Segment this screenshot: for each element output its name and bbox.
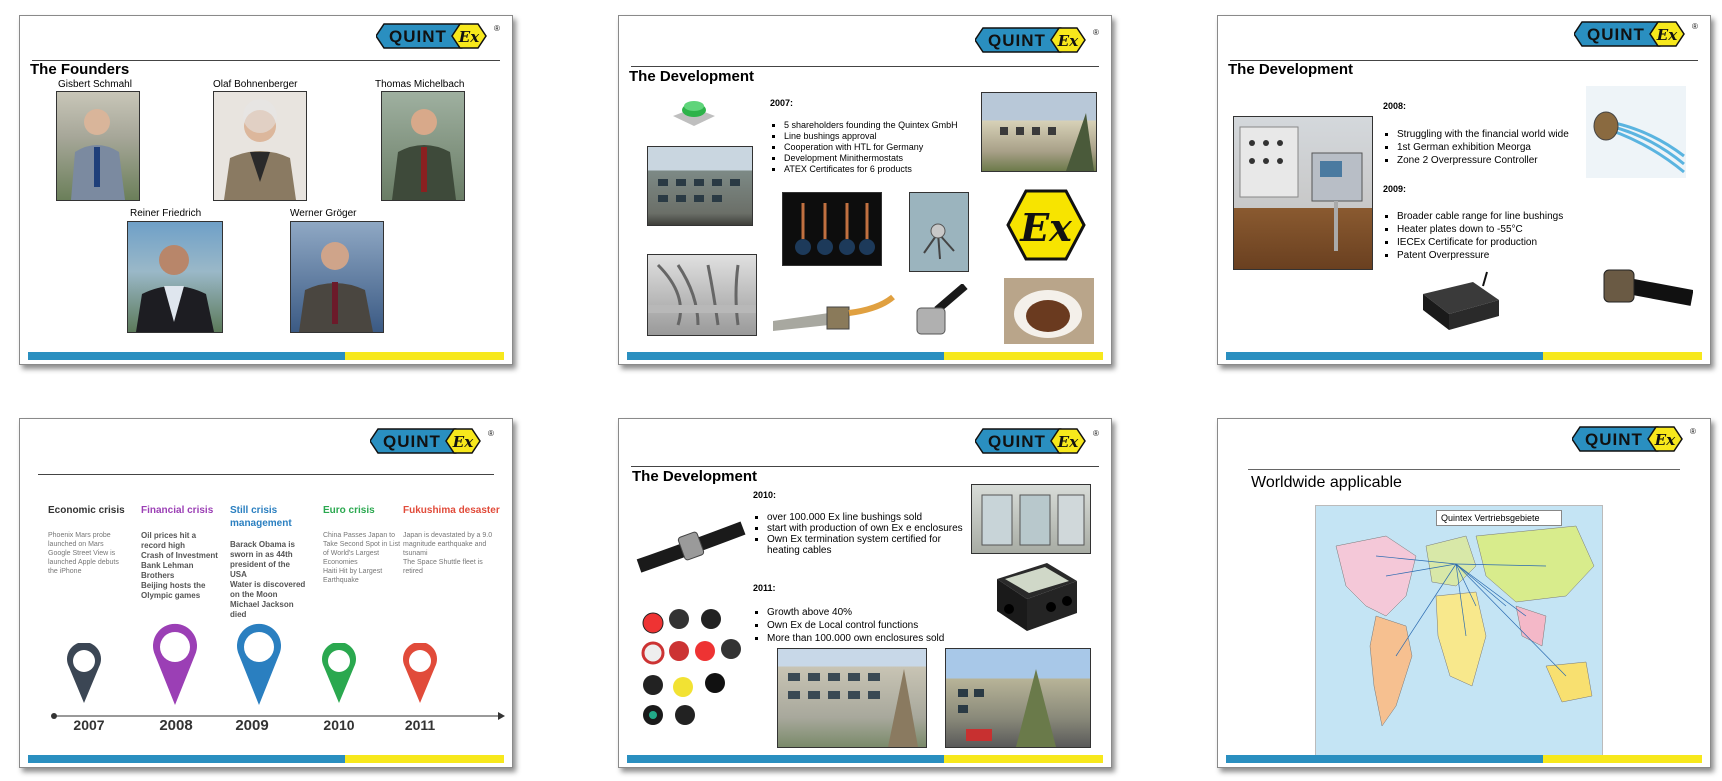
slide-title: The Development	[629, 68, 755, 85]
slide-development-2008-2009[interactable]	[1217, 15, 1711, 365]
timeline-year: 2008	[159, 717, 193, 734]
founder-name: Gisbert Schmahl	[58, 79, 132, 90]
control-buttons-image	[639, 609, 749, 729]
year-label: 2010:	[753, 490, 777, 500]
bullet-item: ▪ over 100.000 Ex line bushings sold	[767, 512, 963, 523]
bullet-item: ▪ Line bushings approval	[784, 131, 980, 142]
bullet-list	[753, 512, 963, 556]
slide-timeline[interactable]	[19, 418, 513, 768]
timeline-heading: Still crisis management	[230, 505, 292, 529]
slide-footer-bar	[28, 352, 504, 360]
svg-text:®: ®	[1690, 427, 1696, 436]
slide-footer-bar	[1226, 352, 1702, 360]
bullet-item: ▪ start with production of own Ex e enclosures	[767, 523, 963, 534]
overpressure-controller-image	[1413, 268, 1503, 338]
quintex-logo	[370, 427, 494, 455]
timeline-pin-icon	[64, 643, 104, 710]
map-legend-label: Quintex Vertriebsgebiete	[1436, 510, 1562, 526]
timeline-heading: Fukushima desaster	[403, 505, 500, 516]
svg-text:QUINT: QUINT	[1587, 25, 1645, 44]
bullet-item: ▪ Struggling with the financial world wide	[1397, 128, 1598, 141]
cable-bushing-image	[1580, 86, 1690, 178]
title-rule	[38, 474, 494, 475]
timeline-column	[48, 504, 126, 576]
quintex-logo	[376, 22, 500, 50]
timeline-heading: Euro crisis	[323, 505, 375, 516]
bullet-item: ▪ Cooperation with HTL for Germany	[784, 142, 980, 153]
stop-button-image	[669, 92, 719, 130]
bullet-item: ▪ Development Minithermostats	[784, 153, 980, 164]
svg-text:Ex: Ex	[1020, 205, 1072, 250]
slide-development-2010-2011[interactable]	[618, 418, 1112, 768]
slide-footer-bar	[627, 755, 1103, 763]
timeline-column	[141, 504, 219, 601]
founder-photo	[381, 91, 465, 201]
founder-name: Werner Gröger	[290, 208, 357, 219]
slide-title: Worldwide applicable	[1251, 474, 1402, 491]
timeline-body: Oil prices hit a record high Crash of Investment Bank Lehman Brothers Beijing hosts the Olympic games	[141, 531, 218, 600]
line-bushing-image	[1598, 258, 1693, 318]
quintex-logo	[975, 26, 1099, 54]
slide-footer-bar	[28, 755, 504, 763]
bullet-item: ▪ More than 100.000 own enclosures sold	[767, 632, 983, 645]
timeline-column	[323, 504, 401, 585]
bullet-list	[1383, 210, 1598, 262]
building-photo	[777, 648, 927, 748]
timeline-year: 2007	[73, 717, 105, 733]
timeline-heading: Economic crisis	[48, 505, 125, 516]
timeline-year: 2009	[235, 717, 269, 734]
svg-text:®: ®	[488, 429, 494, 438]
cable-gland-image	[769, 291, 899, 341]
bullet-item: ▪ Zone 2 Overpressure Controller	[1397, 154, 1598, 167]
parking-photo	[945, 648, 1091, 748]
quintex-logo	[1572, 425, 1696, 453]
bullet-item: ▪ Patent Overpressure	[1397, 249, 1598, 262]
bullet-item: ▪ 5 shareholders founding the Quintex GmbH	[784, 120, 980, 131]
slide-footer-bar	[1226, 755, 1702, 763]
founder-name: Reiner Friedrich	[130, 208, 202, 219]
timeline-body: Barack Obama is sworn in as 44th president of the USA Water is discovered on the Moon Michael Jackson died	[230, 540, 306, 619]
house-photo	[981, 92, 1097, 172]
bullet-item: ▪ Heater plates down to -55°C	[1397, 223, 1598, 236]
year-label: 2011:	[753, 583, 776, 593]
svg-text:Ex: Ex	[1057, 433, 1079, 451]
slide-footer-bar	[627, 352, 1103, 360]
line-bushings-photo	[782, 192, 882, 266]
timeline-pin-icon	[150, 623, 200, 712]
timeline-body: Phoenix Mars probe launched on Mars Google Street View is launched Apple debuts the iPhone	[48, 532, 119, 575]
junction-box-image	[991, 559, 1081, 637]
bullet-item: ▪ IECEx Certificate for production	[1397, 236, 1598, 249]
quintex-logo	[1574, 20, 1698, 48]
founder-name: Thomas Michelbach	[375, 79, 465, 90]
timeline-body: China Passes Japan to Take Second Spot in List of World's Largest Economies Haiti Hit by Largest Earthquake	[323, 532, 401, 584]
svg-text:Ex: Ex	[458, 28, 480, 46]
slide-title: The Development	[632, 468, 758, 485]
svg-text:QUINT: QUINT	[389, 27, 447, 46]
bullet-item: ▪ ATEX Certificates for 6 products	[784, 164, 980, 175]
timeline-pin-icon	[400, 643, 440, 710]
svg-text:QUINT: QUINT	[988, 432, 1046, 451]
founder-photo	[127, 221, 223, 333]
atex-ex-icon	[1006, 189, 1086, 261]
title-rule	[631, 466, 1099, 467]
timeline-year: 2010	[323, 717, 355, 733]
building-photo	[647, 146, 753, 226]
svg-text:®: ®	[494, 24, 500, 33]
exhibition-photo	[1233, 116, 1373, 270]
founder-photo	[290, 221, 384, 333]
bullet-item: ▪ Broader cable range for line bushings	[1397, 210, 1598, 223]
bullet-item: ▪ Own Ex termination system certified for heating cables	[767, 534, 963, 556]
timeline-heading: Financial crisis	[141, 505, 214, 516]
cable-bushing-image	[635, 504, 747, 576]
bullet-item: ▪ Growth above 40%	[767, 606, 983, 619]
cable-connector-image	[907, 284, 969, 342]
svg-text:QUINT: QUINT	[383, 432, 441, 451]
year-label: 2007:	[770, 98, 794, 108]
slide-worldwide[interactable]	[1217, 418, 1711, 768]
svg-text:®: ®	[1692, 22, 1698, 31]
svg-text:®: ®	[1093, 429, 1099, 438]
svg-text:®: ®	[1093, 28, 1099, 37]
svg-text:Ex: Ex	[1654, 431, 1676, 449]
svg-text:Ex: Ex	[452, 433, 474, 451]
office-photo	[971, 484, 1091, 554]
heater-plate-photo	[1004, 278, 1094, 344]
bullet-list	[1383, 128, 1598, 167]
timeline-body: Japan is devastated by a 9.0 magnitude earthquake and tsunami The Space Shuttle fleet is retired	[403, 532, 493, 575]
cable-glands-photo	[647, 254, 757, 336]
quintex-logo	[975, 427, 1099, 455]
world-map	[1315, 505, 1603, 757]
timeline-column	[230, 504, 308, 620]
svg-text:Ex: Ex	[1656, 26, 1678, 44]
slide-founders[interactable]	[19, 15, 513, 365]
bullet-item: ▪ 1st German exhibition Meorga	[1397, 141, 1598, 154]
bullet-item: ▪ Own Ex de Local control functions	[767, 619, 983, 632]
title-rule	[631, 66, 1099, 67]
title-rule	[1248, 469, 1680, 470]
slide-title: The Development	[1228, 61, 1354, 78]
founder-name: Olaf Bohnenberger	[213, 79, 298, 90]
slide-development-2007[interactable]	[618, 15, 1112, 365]
svg-text:Ex: Ex	[1057, 32, 1079, 50]
svg-text:QUINT: QUINT	[1585, 430, 1643, 449]
thermostat-photo	[909, 192, 969, 272]
year-label: 2009:	[1383, 184, 1407, 194]
timeline-pin-icon	[234, 623, 284, 712]
bullet-list	[753, 606, 983, 645]
founder-photo	[213, 91, 307, 201]
timeline-column	[403, 504, 503, 576]
timeline-pin-icon	[319, 643, 359, 710]
year-label: 2008:	[1383, 101, 1407, 111]
founder-photo	[56, 91, 140, 201]
slide-title: The Founders	[30, 61, 130, 78]
bullet-list	[770, 120, 980, 175]
timeline-year: 2011	[404, 717, 436, 733]
svg-text:QUINT: QUINT	[988, 31, 1046, 50]
